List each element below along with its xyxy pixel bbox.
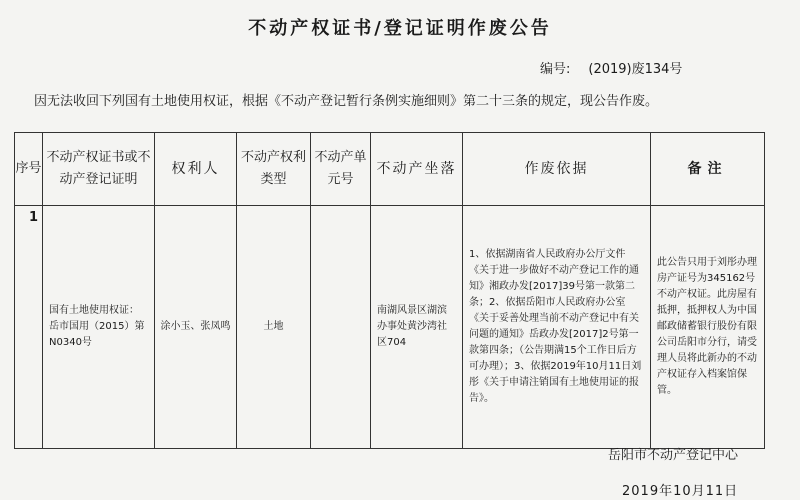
header-seq: 序号 [15,133,43,206]
notice-title: 不动产权证书/登记证明作废公告 [248,18,552,39]
header-type: 不动产权利类型 [237,133,311,206]
intro-text: 因无法收回下列国有土地使用权证，根据《不动产登记暂行条例实施细则》第二十三条的规定，现公告作废。 [34,94,659,109]
doc-number-label: 编号: [540,62,571,77]
header-cert: 不动产权证书或不动产登记证明 [43,133,155,206]
table-header-row [15,133,765,206]
header-basis: 作废依据 [463,133,651,206]
cell-unit [311,206,371,449]
header-holder: 权利人 [155,133,237,206]
cell-remark: 此公告只用于刘彤办理房产证号为345162号不动产权证。此房屋有抵押，抵押权人为中国邮政储蓄银行股份有限公司岳阳市分行，请受理人员将此新办的不动产权证存入档案馆保管。 [651,206,765,449]
cell-seq: 1 [15,206,43,449]
cell-cert: 国有土地使用权证：岳市国用（2015）第N0340号 [43,206,155,449]
header-remark: 备注 [651,133,765,206]
doc-number-value: (2019)废134号 [588,62,683,77]
header-unit: 不动产单元号 [311,133,371,206]
header-location: 不动产坐落 [371,133,463,206]
doc-number [540,58,682,77]
cell-holder: 涂小玉、张凤鸣 [155,206,237,449]
cell-location: 南湖风景区湖滨办事处黄沙湾社区704 [371,206,463,449]
table-row [15,206,765,449]
cell-basis: 1、依据湖南省人民政府办公厅文件《关于进一步做好不动产登记工作的通知》湘政办发[2017]39号第一款第二条；2、依据岳阳市人民政府办公室《关于妥善处理当前不动产登记中有关问题的通知》岳政办发[2017]2号第一款第四条；（公告期满15个工作日后方可办理）；3、依据2019年10月11日刘彤《关于申请注销国有土地使用证的报告》。 [463,206,651,449]
issue-date: 2019年10月11日 [622,484,739,499]
cell-type: 土地 [237,206,311,449]
notice-table [14,132,765,449]
signer: 岳阳市不动产登记中心 [608,448,739,463]
